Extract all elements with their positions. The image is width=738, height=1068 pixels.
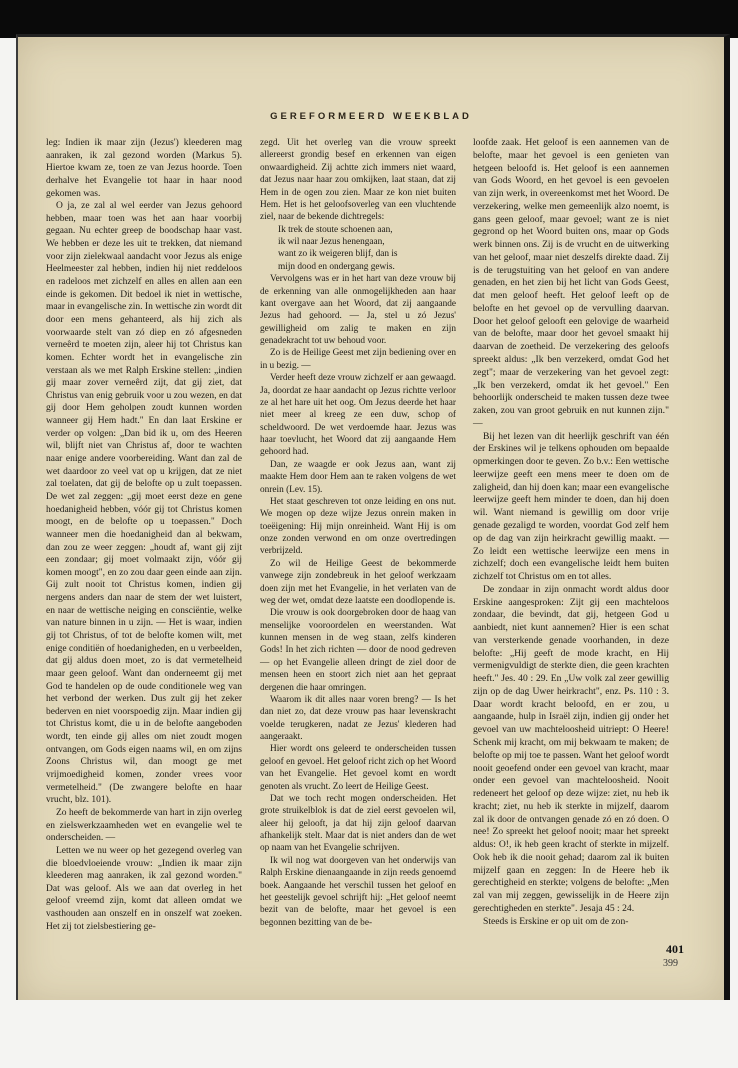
poem-line: ik wil naar Jezus henengaan,	[278, 237, 385, 247]
paragraph: Vervolgens was er in het hart van deze vrouw bij de erkenning van alle onmogelijkheden aan haar kant overgave aan het Woord, dat zij aangaande Jezus had gehoord. — Ja, stel u zó Jezus' gewilligheid om zalig te maken en zijn genadekracht tot uw behoud voor.	[260, 274, 456, 346]
text-column-2	[260, 137, 456, 929]
paragraph: Hier wordt ons geleerd te onderscheiden tussen geloof en gevoel. Het geloof richt zich op het Woord van het Evangelie. Het gevoel komt en wordt genoten als vrucht. Zo leert de Heilige Geest.	[260, 744, 456, 792]
text-column-1	[46, 137, 242, 933]
paragraph: Ik wil nog wat doorgeven van het onderwijs van Ralph Erskine dienaangaande in zijn reeds genoemd boek. Aangaande het verschil tussen het geloof en het geestelijk gevoel schrijft hij: „Het geloof neemt bezit van de belofte, maar het gevoel is een begonnen bezitting van de be-	[260, 855, 456, 928]
paragraph: Zo heeft de bekommerde van hart in zijn overleg en zielswerkzaamheden wet en evangelie wel te onderscheiden. —	[46, 807, 242, 844]
page-header-title: GEREFORMEERD WEEKBLAD	[270, 111, 472, 122]
paragraph: Dat we toch recht mogen onderscheiden. Het grote struikelblok is dat de ziel eerst gevoelen wil, aleer hij gelooft, ja dat hij zijn geloof daarvan afhankelijk stelt. Maar dat is niet anders dan de wet op naam van het Evangelie schrijven.	[260, 793, 456, 854]
paragraph: Verder heeft deze vrouw zichzelf er aan gewaagd. Ja, doordat ze haar aandacht op Jezus richtte verloor ze al het hare uit het oog. Om Jezus deerde het haar niet meer al kreeg ze een duw, schop of scheldwoord. De wet verdoemde haar. Jezus was haar toevlucht, het Woord dat zij aangaande Hem gehoord had.	[260, 373, 456, 458]
scan-bottom-margin	[0, 1000, 738, 1068]
paragraph: De zondaar in zijn onmacht wordt aldus door Erskine aangesproken: Zijt gij een machteloos zondaar, die bevindt, dat gij, hetgeen God u aanbiedt, niet kunt aannemen? Hier is een schat van versterkende genade voorhanden, in deze belofte: „Hij geeft de mode kracht, en Hij vermenigvuldigt de sterkte dien, die geen krachten heeft." Jes. 40 : 29. En „Uw volk zal zeer gewillig zijn op de dag Uwer heirkracht", enz. Ps. 110 : 3. Daar wordt kracht beloofd, en er zou, u aangaande, hulp in Israël zijn, indien gij onder het gevoel van uw machteloosheid uitriept: O Heere! Schenk mij kracht, om mij bekwaam te maken; de belofte op mij toe te passen. Want het geloof wordt nooit geoefend onder een gevoel van kracht, maar onder een gevoel van machteloosheid. Nooit redeneert het geloof op deze wijze: ziet, nu heb ik kracht; ziet, nu heb ik sterkte in mijzelf, daarom zal ik door de ontvangen genade zó en zó doen. O nee! Zo spreekt het geloof nooit; maar het spreekt aldus: O!, ik heb geen kracht of sterkte in mijzelf. Ook heb ik die nooit gehad; daarom zal ik buiten mijzelf gaan en zeggen: In de Heere heb ik gerechtigheid en sterkte; volgens de belofte: „Men zal van mij zeggen, gewisselijk in de Heere zijn gerechtigheden en sterkte". Jesaja 45 : 24.	[473, 583, 669, 914]
scan-top-border	[0, 0, 738, 38]
magazine-page	[16, 34, 730, 1003]
paragraph: Zo is de Heilige Geest met zijn bediening over en in u bezig. —	[260, 348, 456, 371]
paragraph: Dan, ze waagde er ook Jezus aan, want zij maakte Hem door Hem aan te raken volgens de wet onrein (Lev. 15).	[260, 459, 456, 495]
paragraph: zegd. Uit het overleg van die vrouw spreekt allereerst grondig besef en erkennen van eigen onwaardigheid. Zij achtte zich immers niet waard, dat Jezus naar haar zou omkijken, laat staan, dat zij Hem in de ogen zou zien. Maar ze kon niet buiten Hem. Het is het geloofsoverleg van een vluchtende ziel, naar de bekende dichtregels:	[260, 138, 456, 223]
poem-line: want zo ik weigeren blijf, dan is	[278, 249, 398, 260]
paragraph: loofde zaak. Het geloof is een aannemen van de belofte, maar het gevoel is een genieten van hetgeen beloofd is. Het geloof is een aannemen van Gods Woord, en het gevoel is een gevoelen van zijn werk, in overeenkomst met het Woord. De verzekering, welke men gemeenlijk alzo noemt, is gans geen geloof, maar gevoel; want ze is niet gegrond op het Woord buiten ons, maar op Gods werk binnen ons. Zij is de vrucht en de uitwerking van het geloof, maar niet deszelfs direkte daad. Zij is de terugstuiting van het geloof en van andere genaden, en het zien bij het licht van Gods Geest, dat men geloof heeft. Het geloof leeft op de belofte en het gevoel op de vervulling daarvan. Door het geloof gelooft een gelovige de waarheid van de belofte, maar door het gevoel smaakt hij daarvan de zoetheid. De verzekering des geloofs spreekt aldus: „Ik ben verzekerd, omdat God het zegt"; maar de verzekering van het gevoel zegt: „Ik ben verzekerd, omdat ik het gevoel." Een behoorlijk onderscheid te maken tussen deze twee zaken, zou van groot gebruik en nut kunnen zijn." —	[473, 137, 669, 429]
poem-quote	[260, 224, 456, 274]
poem-line: mijn dood en ondergang gewis.	[278, 261, 395, 272]
paragraph: Het staat geschreven tot onze leiding en ons nut. We mogen op deze wijze Jezus onrein maken in toeëigening: Hij mijn onreinheid. Want Hij is om onze zonden verwond en om onze overtredingen verbrijzeld.	[260, 496, 456, 557]
paragraph: Die vrouw is ook doorgebroken door de haag van menselijke vooroordelen en weerstanden. Wat kunnen mensen in de weg staan, zelfs kinderen Gods! In het zich richten — door de nood gedreven — op het Evangelie alleen dringt de ziel door de mensen heen en stoort zich niet aan het gepraat dergenen die haar omringen.	[260, 608, 456, 693]
handwritten-page-number: 399	[663, 958, 678, 969]
text-column-3	[473, 137, 669, 928]
page-number: 401	[666, 942, 684, 956]
paragraph: Letten we nu weer op het gezegend overleg van die bloedvloeiende vrouw: „Indien ik maar zijn kleederen mag aanraken, ik zal gezond worden." Dat was geloof. Als we aan dat overleg in het geloof vreemd zijn, komt dat alleen omdat we vasthouden aan onszelf en in onszelf wat zoeken. Het zij tot zielsbestiering ge-	[46, 845, 242, 932]
paragraph: Waarom ik dit alles naar voren breng? — Is het dan niet zo, dat deze vrouw pas haar levenskracht voelde terugkeren, nadat ze Jezus' klederen had aangeraakt.	[260, 694, 456, 742]
paragraph: O ja, ze zal al wel eerder van Jezus gehoord hebben, maar toen was het aan haar voorbij gegaan. Nu echter greep de boodschap haar vast. We hebben er deze les uit te trekken, dat niemand voor zijn zielekwaal aandacht voor Jezus als enige Heelmeester zal hebben, indien hij niet reddeloos en radeloos met zichzelf en alles en allen aan een einde is gekomen. Dit bedoel ik niet in wettische, maar in evangelische zin. In wettische zin wordt dit door een mens gehanteerd, als hij zich als voorwaarde stelt van zó diep en zó afgesneden verneêrd te moeten zijn, aleer hij tot Christus kan komen. Echter wordt het in evangelische zin verstaan als we met Ralph Erskine stellen: „indien gij maar zover verneêrd zijt, dat gij ziet, dat Christus van enig gebruik voor u zou wezen, en dat gij door Hem geholpen zoudt kunnen worden wanneer gij Hem hadt." En dan laat Erskine er verder op volgen: „Dan bid ik u, om des Heeren wil, blijft niet van Christus af, door te wachten naar enige andere voorbereiding. Want dan zal de wet daardoor zo veel vat op u krijgen, dat ze niet zal toelaten, dat gij de belofte op u zult toepassen. De wet zal zeggen: „gij moet eerst deze en gene hoedanigheid hebben, vóór gij tot Christus komen moogt, en de belofte op u toepassen." Doch wanneer men die hoedanigheid dan al bekwam, dan zou ze weer zeggen: „houdt af, want gij zijt een zondaar; gij moet volmaakt zijn, vóór gij komen moogt", en zo zou daar geen einde aan zijn. Gij zult nooit tot Christus komen, indien gij nergens anders dan naar de stem der wet luistert, en naar de wettische neiging en consciëntie, welke van nature binnen in u zijn. — Het is waar, indien gij tot Christus, of tot de belofte komen wilt, met enige conditiën of hoedanigheden, en u verbeelden, dat gij aldus doen moet, zo is dat vermetelheid maar geen geloof. Want dan onderneemt gij met God te handelen op de oude conditionele weg van het verbond der werken. Dus zult gij het zeker bederven en niet voorspoedig zijn. Maar indien gij tot Christus komt, die u in de belofte aangeboden wordt, ten einde gij alles om niet zoudt mogen ontvangen, om Gods eigen naams wil, en om zijns Zoons Christus wil, dan moogt ge met vrijmoedigheid komen, zonder vrees voor vermetelheid." (De zwangere belofte en haar vrucht, blz. 101).	[46, 201, 243, 806]
paragraph: Zo wil de Heilige Geest de bekommerde vanwege zijn zondebreuk in het geloof werkzaam doen zijn met het Evangelie, in het verlaten van de weg der wet, omdat deze laatste een doodlopende is.	[260, 558, 456, 606]
poem-line: Ik trek de stoute schoenen aan,	[278, 224, 393, 235]
paragraph: leg: Indien ik maar zijn (Jezus') kleederen mag aanraken, ik zal gezond worden (Markus 5). Hiertoe kwam ze, toen ze van Jezus hoorde. Toen derhalve het Evangelie tot haar in haar nood gekomen was.	[46, 138, 242, 199]
paragraph: Steeds is Erskine er op uit om de zon-	[483, 915, 629, 927]
paragraph: Bij het lezen van dit heerlijk geschrift van één der Erskines wil je telkens ophouden om bepaalde opmerkingen door te geven. Zo b.v.: Een wettische leerwijze geeft een mens meer te doen om de zaligheid, dan hij doen kan; maar een evangelische leerwijze geeft hem minder te doen, dan hij doen wil. Want niemand is gewillig om door vrije genade gezaligd te worden, voordat God zelf hem op de dag van zijn heirkracht gewillig maakt. — Zo leidt een wettische leerwijze een mens in zichzelf; doch een evangelische leidt hem buiten zichzelf tot Christus om en tot alles.	[473, 430, 669, 583]
